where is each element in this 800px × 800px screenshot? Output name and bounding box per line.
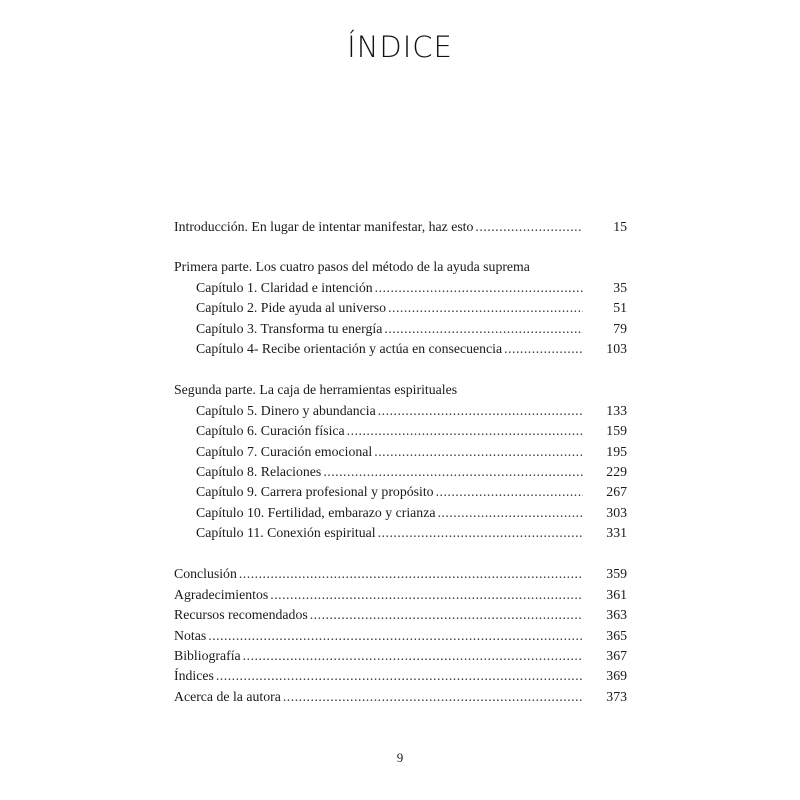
toc-entry-page: 103 bbox=[606, 340, 627, 356]
toc-entry-label: Bibliografía bbox=[174, 648, 241, 664]
toc-entry-label: Capítulo 1. Claridad e intención bbox=[196, 279, 373, 295]
part-heading-2: Segunda parte. La caja de herramientas espirituales bbox=[174, 382, 458, 398]
dot-leader bbox=[310, 605, 583, 625]
toc-entry-page: 267 bbox=[606, 484, 627, 500]
dot-leader bbox=[270, 585, 583, 605]
toc-entry-label: Capítulo 10. Fertilidad, embarazo y crianza bbox=[196, 504, 436, 520]
dot-leader bbox=[208, 626, 583, 646]
toc-entry-chapter bbox=[174, 401, 627, 421]
toc-entry-label: Capítulo 11. Conexión espiritual bbox=[196, 525, 376, 541]
dot-leader bbox=[378, 523, 583, 543]
toc-entry-back-matter bbox=[174, 646, 627, 666]
dot-leader bbox=[475, 217, 583, 237]
dot-leader bbox=[437, 503, 583, 523]
dot-leader bbox=[378, 401, 583, 421]
toc-entry-chapter bbox=[174, 319, 627, 339]
toc-entry-label: Notas bbox=[174, 627, 207, 643]
dot-leader bbox=[239, 564, 583, 584]
toc-entry-label: Recursos recomendados bbox=[174, 607, 308, 623]
toc-entry-chapter bbox=[174, 298, 627, 318]
toc-entry-label: Agradecimientos bbox=[174, 586, 269, 602]
toc-entry-label: Capítulo 5. Dinero y abundancia bbox=[196, 402, 376, 418]
toc-entry-back-matter bbox=[174, 564, 627, 584]
toc-entry-page: 35 bbox=[613, 279, 627, 295]
toc-entry-chapter bbox=[174, 339, 627, 359]
toc-entry-page: 365 bbox=[606, 627, 627, 643]
toc-entry-back-matter bbox=[174, 585, 627, 605]
page-number: 9 bbox=[396, 750, 404, 765]
toc-entry-chapter bbox=[174, 442, 627, 462]
table-of-contents bbox=[174, 217, 627, 707]
toc-entry-page: 361 bbox=[606, 586, 627, 602]
dot-leader bbox=[384, 319, 583, 339]
dot-leader bbox=[283, 687, 583, 707]
toc-entry-page: 79 bbox=[613, 320, 627, 336]
toc-entry-chapter bbox=[174, 278, 627, 298]
toc-entry-page: 373 bbox=[606, 688, 627, 704]
toc-entry-page: 51 bbox=[613, 300, 627, 316]
toc-entry-label: Capítulo 7. Curación emocional bbox=[196, 443, 373, 459]
toc-entry-back-matter bbox=[174, 687, 627, 707]
toc-entry-label: Acerca de la autora bbox=[174, 688, 281, 704]
toc-entry-label: Capítulo 2. Pide ayuda al universo bbox=[196, 300, 387, 316]
toc-entry-page: 369 bbox=[606, 668, 627, 684]
dot-leader bbox=[323, 462, 583, 482]
toc-entry-page: 133 bbox=[606, 402, 627, 418]
dot-leader bbox=[504, 339, 583, 359]
toc-entry-page: 159 bbox=[606, 423, 627, 439]
toc-entry-label: Capítulo 3. Transforma tu energía bbox=[196, 320, 383, 336]
toc-entry-page: 195 bbox=[606, 443, 627, 459]
toc-entry-label: Conclusión bbox=[174, 566, 237, 582]
toc-entry-page: 303 bbox=[606, 504, 627, 520]
toc-entry-page: 15 bbox=[613, 219, 627, 234]
toc-entry-back-matter bbox=[174, 605, 627, 625]
toc-entry-page: 229 bbox=[606, 463, 627, 479]
toc-entry-label: Capítulo 6. Curación física bbox=[196, 423, 345, 439]
toc-entry-chapter bbox=[174, 462, 627, 482]
toc-entry-label: Capítulo 8. Relaciones bbox=[196, 463, 322, 479]
toc-entry-label: Índices bbox=[174, 668, 214, 684]
toc-entry-introduction bbox=[174, 217, 627, 237]
dot-leader bbox=[243, 646, 583, 666]
toc-entry-back-matter bbox=[174, 666, 627, 686]
toc-entry-chapter bbox=[174, 421, 627, 441]
part-heading-1: Primera parte. Los cuatro pasos del método de la ayuda suprema bbox=[174, 259, 530, 275]
dot-leader bbox=[347, 421, 583, 441]
dot-leader bbox=[216, 666, 583, 686]
dot-leader bbox=[374, 442, 583, 462]
toc-entry-back-matter bbox=[174, 626, 627, 646]
toc-entry-page: 363 bbox=[606, 607, 627, 623]
toc-entry-chapter bbox=[174, 482, 627, 502]
dot-leader bbox=[375, 278, 583, 298]
toc-entry-label: Capítulo 9. Carrera profesional y propósito bbox=[196, 484, 434, 500]
dot-leader bbox=[388, 298, 583, 318]
toc-entry-label: Capítulo 4- Recibe orientación y actúa en consecuencia bbox=[196, 340, 503, 356]
toc-entry-label: Introducción. En lugar de intentar manifestar, haz esto bbox=[174, 219, 474, 234]
toc-entry-chapter bbox=[174, 503, 627, 523]
toc-entry-chapter bbox=[174, 523, 627, 543]
toc-entry-page: 359 bbox=[606, 566, 627, 582]
dot-leader bbox=[436, 482, 583, 502]
page-title: ÍNDICE bbox=[347, 30, 453, 64]
toc-entry-page: 331 bbox=[606, 525, 627, 541]
toc-entry-page: 367 bbox=[606, 648, 627, 664]
